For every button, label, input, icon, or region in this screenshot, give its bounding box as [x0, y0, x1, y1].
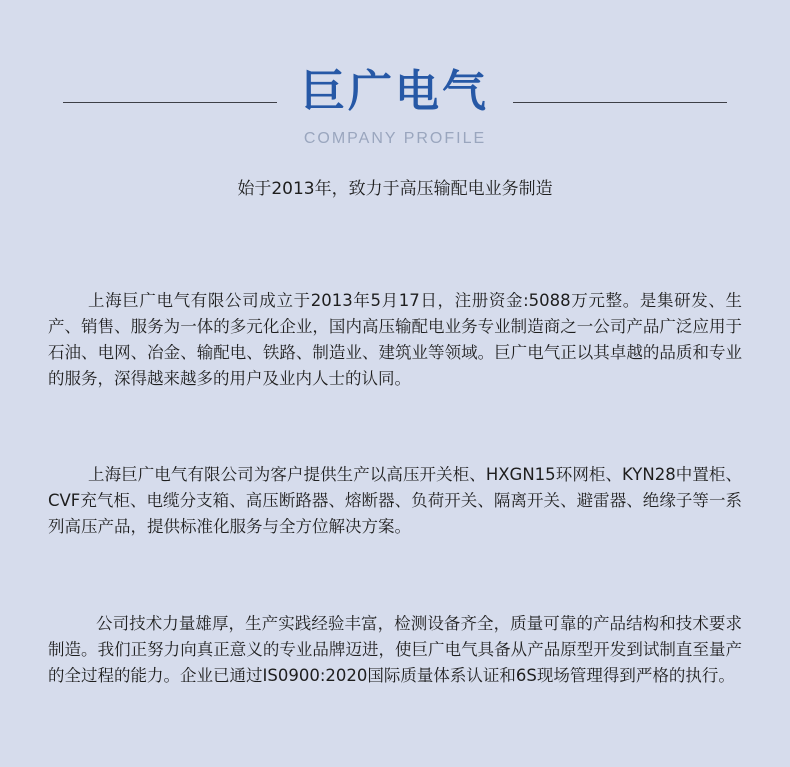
products-paragraph: 上海巨广电气有限公司为客户提供生产以高压开关柜、HXGN15环网柜、KYN28中置柜、CVF充气柜、电缆分支箱、高压断路器、熔断器、负荷开关、隔离开关、避雷器、绝缘子等一系列高压产品，提供标准化服务与全方位解决方案。 [48, 465, 742, 536]
company-title: 巨广电气 [301, 66, 489, 117]
technology-paragraph: 公司技术力量雄厚，生产实践经验丰富，检测设备齐全，质量可靠的产品结构和技术要求制造。我们正努力向真正意义的专业品牌迈进，使巨广电气具备从产品原型开发到试制直至量产的全过程的能力。企业已通过IS0900:2020国际质量体系认证和6S现场管理得到严格的执行。 [48, 614, 742, 685]
intro-paragraph: 上海巨广电气有限公司成立于2013年5月17日，注册资金:5088万元整。是集研发、生产、销售、服务为一体的多元化企业，国内高压输配电业务专业制造商之一公司产品广泛应用于石油、电网、冶金、输配电、铁路、制造业、建筑业等领域。巨广电气正以其卓越的品质和专业的服务，深得越来越多的用户及业内人士的认同。 [48, 291, 742, 388]
tagline: 始于2013年，致力于高压输配电业务制造 [237, 179, 553, 199]
company-profile-subtitle: COMPANY PROFILE [303, 130, 487, 147]
right-divider-line [513, 102, 727, 103]
page-header [0, 60, 790, 160]
